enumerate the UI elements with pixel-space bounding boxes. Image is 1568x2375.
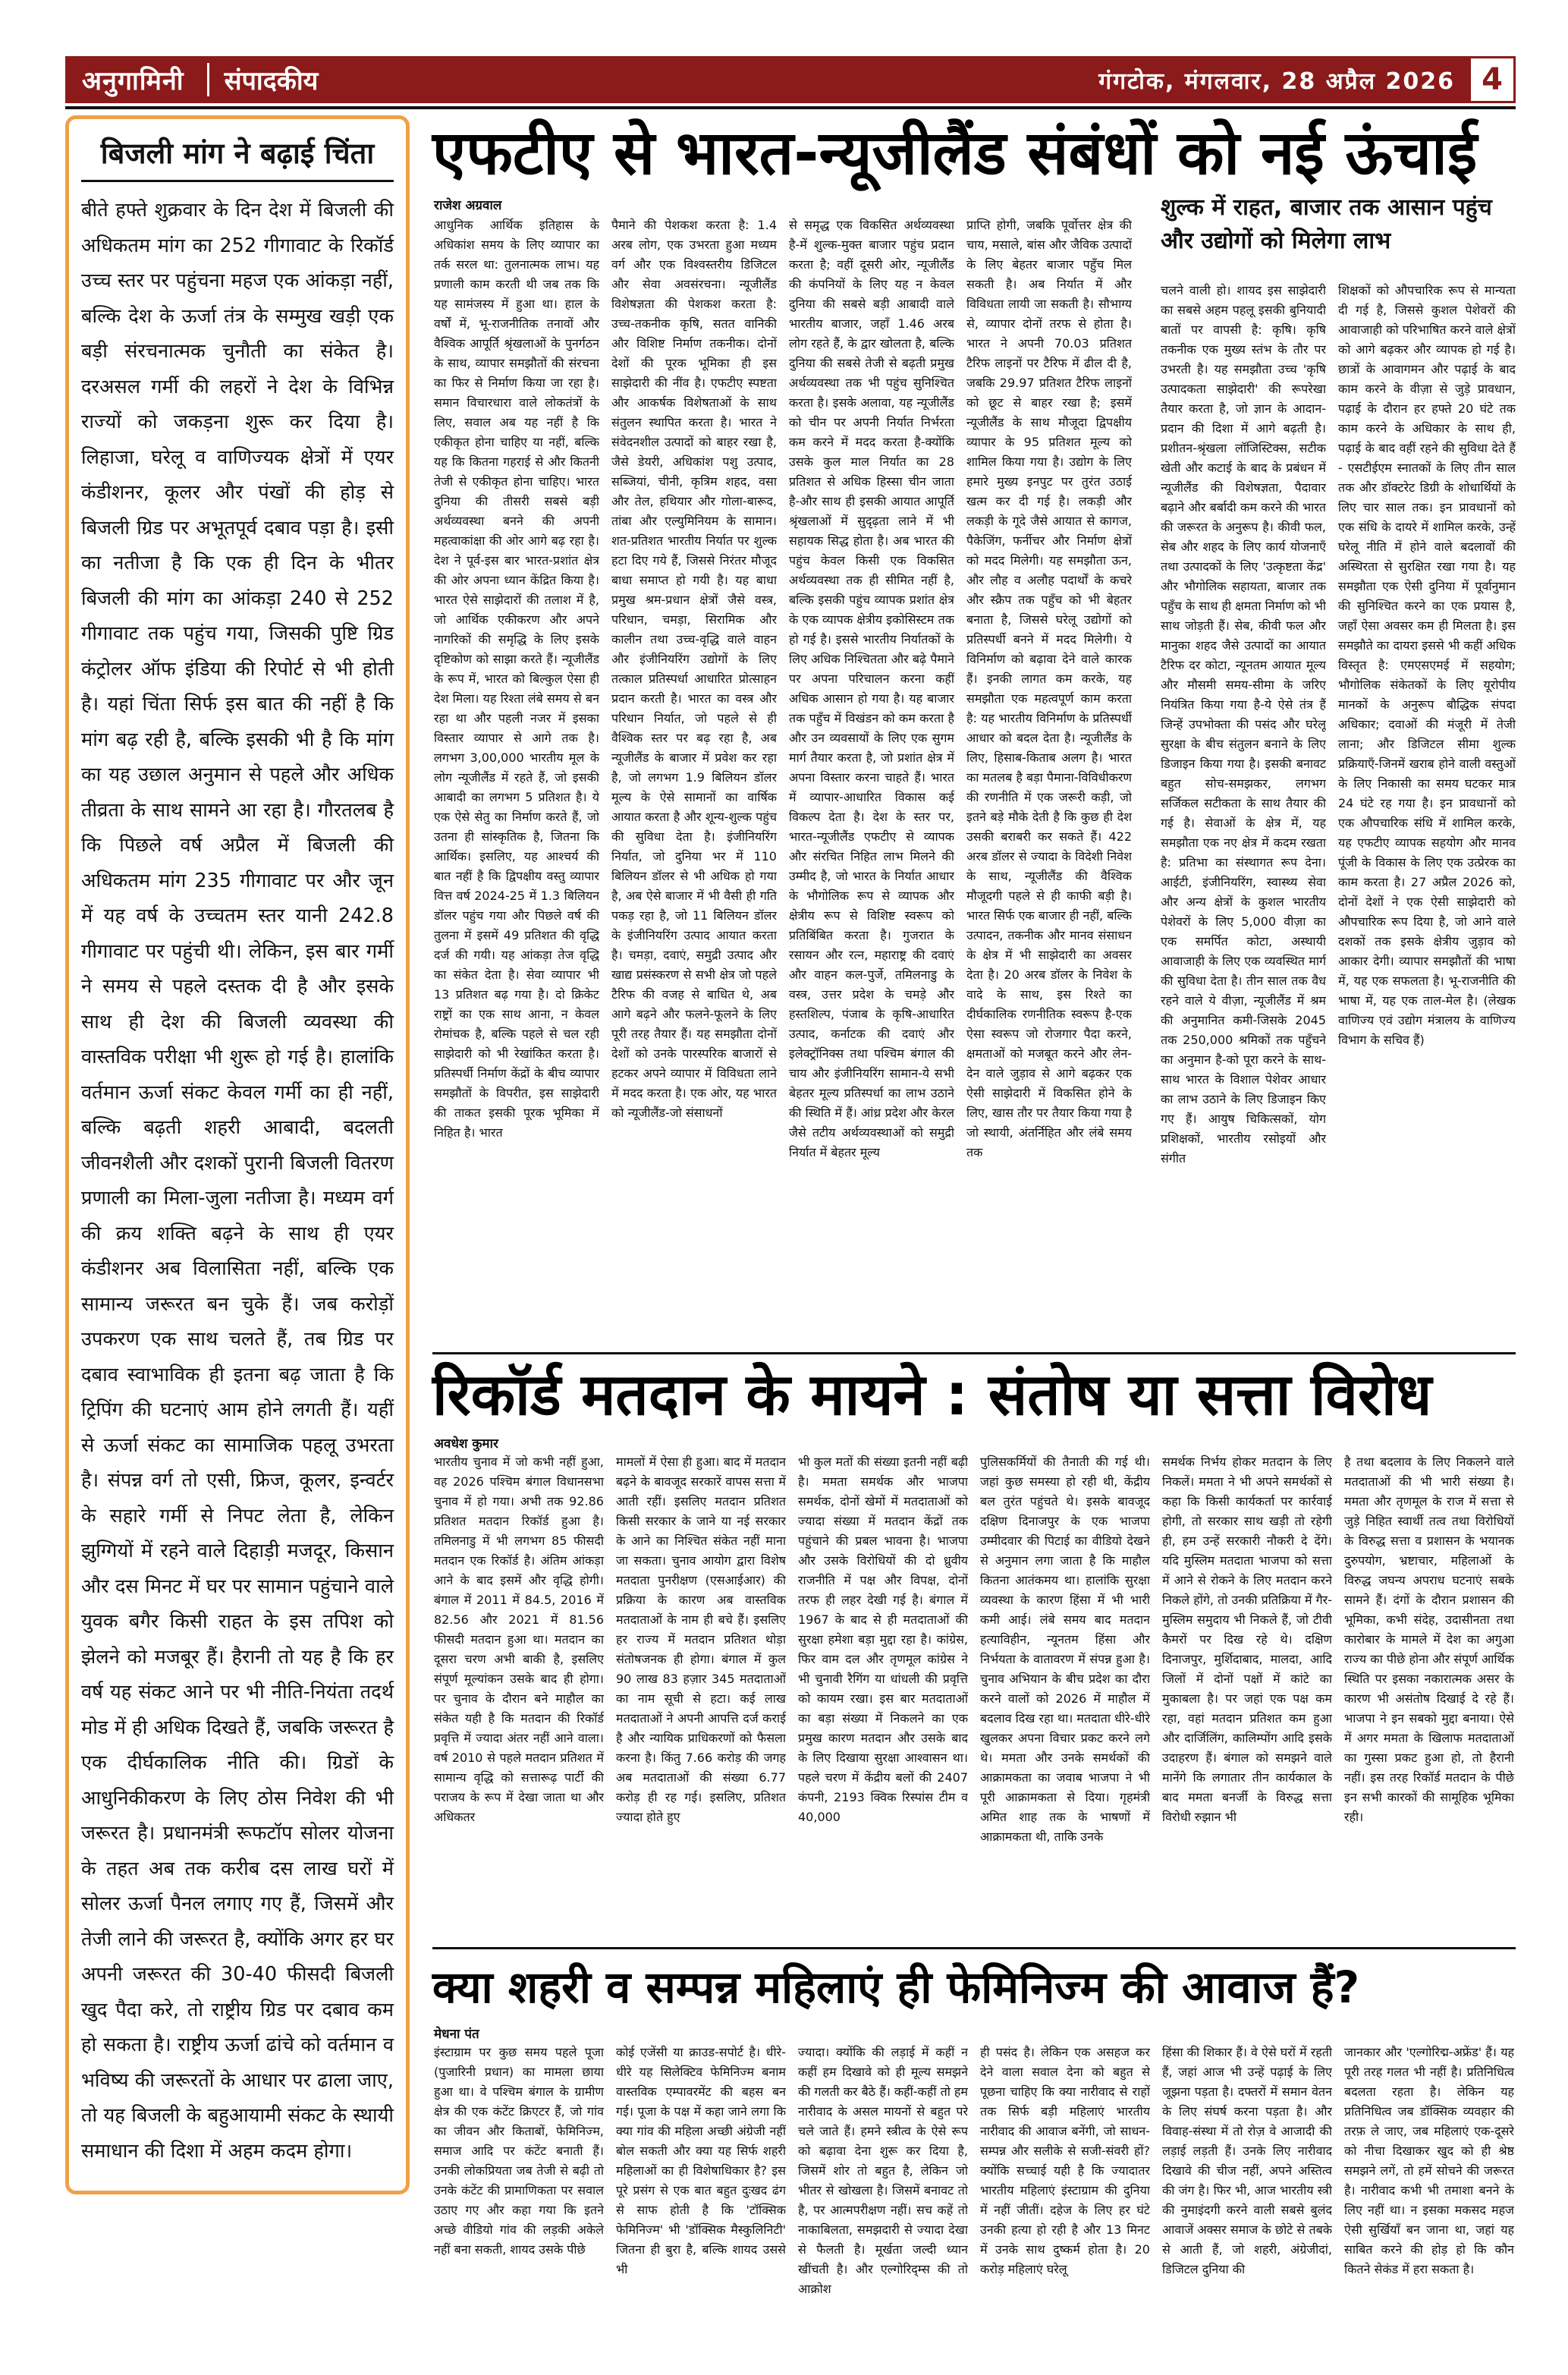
- article-fta-col: शिक्षकों को औपचारिक रूप से मान्यता दी गई है, जिससे कुशल पेशेवरों की आवाजाही को परिभाषित करने वाले क्षेत्रों को आगे बढ़कर और व्यापक हो गई है। छात्रों के आवागमन और पढ़ाई के बाद काम करने के वीज़ा से जुड़े प्रावधान, पढ़ाई के दौरान हर हफ्ते 20 घंटे तक काम करने के अधिकार के साथ ही, पढ़ाई के बाद वहीं रहने की सुविधा देते हैं - एसटीईएम स्नातकों के लिए तीन साल तक और डॉक्टरेट डिग्री के शोधार्थियों के लिए चार साल तक। इन प्रावधानों को एक संधि के दायरे में शामिल करके, उन्हें घरेलू नीति में होने वाले बदलावों की अस्थिरता से सुरक्षित रखा गया है। यह समझौता एक ऐसी दुनिया में पूर्वानुमान की सुनिश्चित करने का एक प्रयास है, जहाँ ऐसा अवसर कम ही मिलता है। इस समझौते का दायरा इससे भी कहीं अधिक विस्तृत है: एमएसएमई में सहयोग; भौगोलिक संकेतकों के लिए यूरोपीय मानकों के अनुरूप बौद्धिक संपदा अधिकार; दवाओं की मंजूरी में तेजी लाना; और डिजिटल सीमा शुल्क प्रक्रियाएँ-जिनमें खराब होने वाली वस्तुओं के लिए निकासी का समय घटकर मात्र 24 घंटे रह गया है। इन प्रावधानों को एक औपचारिक संधि में शामिल करके, यह एफटीए व्यापक सहयोग और मानव पूंजी के विकास के लिए एक उत्प्रेरक का काम करता है। 27 अप्रैल 2026 को, दोनों देशों ने एक ऐसी साझेदारी को औपचारिक रूप दिया है, जो आने वाले दशकों तक इसके क्षेत्रीय जुड़ाव को आकार देगी। व्यापार समझौतों की भाषा में, यह एक सफलता है। भू-राजनीति की भाषा में, यह एक ताल-मेल है। (लेखक वाणिज्य एवं उद्योग मंत्रालय के वाणिज्य विभाग के सचिव हैं): [1338, 283, 1516, 1047]
- article-fta-columns: [434, 215, 1132, 1342]
- page-number: 4: [1469, 56, 1516, 103]
- masthead-rule: [65, 106, 1516, 109]
- article-voting-col: मामलों में ऐसा ही हुआ। बाद में मतदान बढ़ने के बावजूद सरकारें वापस सत्ता में आती रहीं। इसलिए मतदान प्रतिशत किसी सरकार के जाने या नई सरकार के आने का निश्चित संकेत नहीं माना जा सकता। चुनाव आयोग द्वारा विशेष मतदाता पुनरीक्षण (एसआईआर) की प्रक्रिया के कारण अब वास्तविक मतदाताओं के नाम ही बचे हैं। इसलिए हर राज्य में मतदान प्रतिशत थोड़ा संतोषजनक ही होगा। बंगाल में कुल 90 लाख 83 हज़ार 345 मतदाताओं का नाम सूची से हटा। कई लाख मतदाताओं ने अपनी आपत्ति दर्ज कराई है और न्यायिक प्राधिकरणों को फैसला करना है। किंतु 7.66 करोड़ की जगह अब मतदाताओं की संख्या 6.77 करोड़ ही रह गई। इसलिए, प्रतिशत ज्यादा होते हुए: [616, 1455, 786, 1824]
- section-divider: [432, 1352, 1516, 1354]
- editorial-title: बिजली मांग ने बढ़ाई चिंता: [81, 133, 394, 182]
- article-fta-col: चलने वाली हो। शायद इस साझेदारी का सबसे अहम पहलू इसकी बुनियादी बातों पर वापसी है: कृषि। कृषि तकनीक एक मुख्य स्तंभ के तौर पर उभरती है। यह समझौता उच्च 'कृषि उत्पादकता साझेदारी' की रूपरेखा तैयार करता है, जो ज्ञान के आदान-प्रदान की दिशा में आगे बढ़ती है। प्रशीतन-श्रृंखला लॉजिस्टिक्स, सटीक खेती और कटाई के बाद के प्रबंधन में न्यूजीलैंड की विशेषज्ञता, पैदावार बढ़ाने और बर्बादी कम करने की भारत की जरूरत के अनुरूप है। कीवी फल, सेब और शहद के लिए कार्य योजनाएँ तथा उत्पादकों के लिए 'उत्कृष्टता केंद्र' और भौगोलिक सहायता, बाजार तक पहुँच के साथ ही क्षमता निर्माण को भी साथ जोड़ती हैं। सेब, कीवी फल और मानुका शहद जैसे उत्पादों का आयात टैरिफ दर कोटा, न्यूनतम आयात मूल्य और मौसमी समय-सीमा के जरिए नियंत्रित किया गया है-ये ऐसे तंत्र हैं जिन्हें उपभोक्ता की पसंद और घरेलू सुरक्षा के बीच संतुलन बनाने के लिए डिजाइन किया गया है। इसकी बनावट बहुत सोच-समझकर, लगभग सर्जिकल सटीकता के साथ तैयार की गई है। सेवाओं के क्षेत्र में, यह समझौता एक नए क्षेत्र में कदम रखता है: प्रतिभा का संस्थागत रूप देना। आईटी, इंजीनियरिंग, स्वास्थ्य सेवा और अन्य क्षेत्रों के कुशल भारतीय पेशेवरों के लिए 5,000 वीज़ा का एक समर्पित कोटा, अस्थायी आवाजाही के लिए एक व्यवस्थित मार्ग की सुविधा देता है। तीन साल तक वैध रहने वाले ये वीज़ा, न्यूजीलैंड में श्रम की अनुमानित कमी-जिसके 2045 तक 250,000 श्रमिकों तक पहुँचने का अनुमान है-को पूरा करने के साथ-साथ भारत के विशाल पेशेवर आधार का लाभ उठाने के लिए डिजाइन किए गए हैं। आयुष चिकित्सकों, योग प्रशिक्षकों, भारतीय रसोइयों और संगीत: [1161, 283, 1326, 1165]
- article-fta-col: प्राप्ति होगी, जबकि पूर्वोत्तर क्षेत्र की चाय, मसाले, बांस और जैविक उत्पादों के लिए बेहतर बाजार पहुँच मिल सकती है। अब निर्यात में और विविधता लायी जा सकती है। सौभाग्य से, व्यापार दोनों तरफ से होता है। भारत ने अपनी 70.03 प्रतिशत टैरिफ लाइनों पर टैरिफ में ढील दी है, जबकि 29.97 प्रतिशत टैरिफ लाइनों को छूट से बाहर रखा है; इसमें न्यूजीलैंड के साथ मौजूदा द्विपक्षीय व्यापार के 95 प्रतिशत मूल्य को शामिल किया गया है। उद्योग के लिए हमारे मुख्य इनपुट पर तुरंत उठाई खत्म कर दी गई है। लकड़ी और लकड़ी के गूदे जैसे आयात से कागज, पैकेजिंग, फर्नीचर और निर्माण क्षेत्रों को मदद मिलेगी। यह समझौता ऊन, और लौह व अलौह पदार्थों के कचरे और स्क्रैप तक पहुँच को भी बेहतर बनाता है, जिससे घरेलू उद्योगों को प्रतिस्पर्धी बनने में मदद मिलेगी। ये विनिर्माण को बढ़ावा देने वाले कारक हैं। इनकी लागत कम करके, यह समझौता एक महत्वपूर्ण काम करता है: यह भारतीय विनिर्माण के प्रतिस्पर्धी आधार को बदल देता है। न्यूजीलैंड के लिए, हिसाब-किताब अलग है। भारत का मतलब है बड़ा पैमाना-विविधीकरण की रणनीति में एक जरूरी कड़ी, जो इतने बड़े मौके देती है कि कुछ ही देश उसकी बराबरी कर सकते हैं। 422 अरब डॉलर से ज्यादा के विदेशी निवेश के साथ, न्यूजीलैंड की वैश्विक मौजूदगी पहले से ही काफी बड़ी है। भारत सिर्फ एक बाजार ही नहीं, बल्कि उत्पादन, तकनीक और मानव संसाधन के क्षेत्र में भी साझेदारी का अवसर देता है। 20 अरब डॉलर के निवेश के वादे के साथ, इस रिश्ते का दीर्घकालिक रणनीतिक स्वरूप है-एक ऐसा स्वरूप जो रोजगार पैदा करने, क्षमताओं को मजबूत करने और लेन-देन वाले जुड़ाव से आगे बढ़कर एक ऐसी साझेदारी में विकसित होने के लिए, खास तौर पर तैयार किया गया है जो स्थायी, अंतर्निहित और लंबे समय तक: [966, 218, 1132, 1159]
- article-voting-col: है तथा बदलाव के लिए निकलने वाले मतदाताओं की भी भारी संख्या है। ममता और तृणमूल के राज में सत्ता से जुड़े निहित स्वार्थी तत्व तथा विरोधियों के विरुद्ध सत्ता व प्रशासन के भयानक दुरुपयोग, भ्रष्टाचार, महिलाओं के विरुद्ध जघन्य अपराध घटनाएं सबके सामने हैं। दंगों के दौरान प्रशासन की भूमिका, कभी संदेह, उदासीनता तथा कारोबार के मामले में देश का अगुआ राज्य का पीछे होना और संपूर्ण आर्थिक स्थिति पर इसका नकारात्मक असर के कारण भी असंतोष दिखाई दे रहे हैं। भाजपा ने इन सबको मुद्दा बनाया। ऐसे में अगर ममता के खिलाफ मतदाताओं का गुस्सा प्रकट हुआ हो, तो हैरानी नहीं। इस तरह रिकॉर्ड मतदान के पीछे इन सभी कारकों की सामूहिक भूमिका रही।: [1344, 1455, 1514, 1824]
- article-voting-col: समर्थक निर्भय होकर मतदान के लिए निकलें। ममता ने भी अपने समर्थकों से कहा कि किसी कार्यकर्ता पर कार्रवाई होगी, तो सरकार साथ खड़ी तो रहेगी ही, हम उन्हें सरकारी नौकरी दे देंगे। यदि मुस्लिम मतदाता भाजपा को सत्ता में आने से रोकने के लिए मतदान करने निकले होंगे, तो उनकी प्रतिक्रिया में गैर-मुस्लिम समुदाय भी निकले हैं, जो टीवी कैमरों पर दिख रहे थे। दक्षिण दिनाजपुर, मुर्शिदाबाद, मालदा, आदि जिलों में दोनों पक्षों में कांटे का मुकाबला है। पर जहां एक पक्ष कम रहा, वहां मतदान प्रतिशत कम हुआ और दार्जिलिंग, कालिम्पोंग आदि इसके उदाहरण हैं। बंगाल को समझने वाले मानेंगे कि लगातार तीन कार्यकाल के बाद ममता बनर्जी के विरुद्ध सत्ता विरोधी रुझान भी: [1162, 1455, 1332, 1824]
- article-feminism-col: ही पसंद है। लेकिन एक असहज कर देने वाला सवाल देना को बहुत से पूछना चाहिए कि क्या नारीवाद से राहों तक सिर्फ बड़ी महिलाएं भारतीय नारीवाद की आवाज बनेंगी, जो साधन-सम्पन्न और सलीके से सजी-संवरी हों? क्योंकि सच्चाई यही है कि ज्यादातर भारतीय महिलाएं इंस्टाग्राम की दुनिया में नहीं जीतीं। दहेज के लिए हर घंटे उनकी हत्या हो रही है और 13 मिनट में उनके साथ दुष्कर्म होता है। 20 करोड़ महिलाएं घरेलू: [980, 2045, 1150, 2276]
- article-fta-col: आधुनिक आर्थिक इतिहास के अधिकांश समय के लिए व्यापार का तर्क सरल था: तुलनात्मक लाभ। यह प्रणाली काम करती थी जब तक कि यह सामंजस्य में हुआ था। हाल के वर्षों में, भू-राजनीतिक तनावों और वैश्विक आपूर्ति श्रृंखलाओं के पुनर्गठन के साथ, व्यापार समझौतों की संरचना का फिर से निर्माण किया जा रहा है। समान विचारधारा वाले लोकतंत्रों के लिए, सवाल अब यह नहीं है कि एकीकृत होना चाहिए या नहीं, बल्कि यह कि कितना गहराई से और कितनी तेजी से एकीकृत होना चाहिए। भारत दुनिया की तीसरी सबसे बड़ी अर्थव्यवस्था बनने की अपनी महत्वाकांक्षा की ओर आगे बढ़ रहा है। देश ने पूर्व-इस बार भारत-प्रशांत क्षेत्र की ओर अपना ध्यान केंद्रित किया है। भारत ऐसे साझेदारों की तलाश में है, जो आर्थिक एकीकरण और अपने नागरिकों की समृद्धि के लिए इसके दृष्टिकोण को साझा करते हैं। न्यूजीलैंड के रूप में, भारत को बिल्कुल ऐसा ही देश मिला। यह रिश्ता लंबे समय से बन रहा था और पहली नजर में इसका विस्तार व्यापार से आगे तक है। लगभग 3,00,000 भारतीय मूल के लोग न्यूजीलैंड में रहते हैं, जो इसकी आबादी का लगभग 5 प्रतिशत है। ये एक ऐसे सेतु का निर्माण करते हैं, जो उतना ही सांस्कृतिक है, जितना कि आर्थिक। इसलिए, यह आश्चर्य की बात नहीं है कि द्विपक्षीय वस्तु व्यापार वित्त वर्ष 2024-25 में 1.3 बिलियन डॉलर पहुंच गया और पिछले वर्ष की तुलना में इसमें 49 प्रतिशत की वृद्धि दर्ज की गयी। यह आंकड़ा तेज वृद्धि का संकेत देता है। सेवा व्यापार भी 13 प्रतिशत बढ़ गया है। दो क्रिकेट राष्ट्रों का एक साथ आना, न केवल रोमांचक है, बल्कि पहले से चल रही साझेदारी को भी रेखांकित करता है। प्रतिस्पर्धी निर्माण केंद्रों के बीच व्यापार समझौतों के विपरीत, इस साझेदारी की ताकत इसकी पूरक भूमिका में निहित है। भारत: [434, 218, 599, 1140]
- article-feminism-headline: क्या शहरी व सम्पन्न महिलाएं ही फेमिनिज्म की आवाज हैं?: [432, 1961, 1360, 2013]
- article-feminism: [432, 1953, 1516, 2021]
- article-voting-col: पुलिसकर्मियों की तैनाती की गई थी। जहां कुछ समस्या हो रही थी, केंद्रीय बल तुरंत पहुंचते थे। इसके बावजूद दक्षिण दिनाजपुर के एक भाजपा उम्मीदवार की पिटाई का वीडियो देखने से अनुमान लगा जाता है कि माहौल कितना आतंकमय था। हालांकि सुरक्षा व्यवस्था के कारण हिंसा में भी भारी कमी आई। लंबे समय बाद मतदान हत्याविहीन, न्यूनतम हिंसा और निर्भयता के वातावरण में संपन्न हुआ है। चुनाव अभियान के बीच प्रदेश का दौरा करने वालों को 2026 में माहौल में बदलाव दिख रहा था। मतदाता धीरे-धीरे खुलकर अपना विचार प्रकट करने लगे थे। ममता और उनके समर्थकों की आक्रामकता का जवाब भाजपा ने भी पूरी आक्रामकता से दिया। गृहमंत्री अमित शाह तक के भाषणों में आक्रामकता थी, ताकि उनके: [980, 1455, 1150, 1844]
- article-fta-subhead: शुल्क में राहत, बाजार तक आसान पहुंच और उद्योगों को मिलेगा लाभ: [1161, 194, 1492, 254]
- editorial-body: बीते हफ्ते शुक्रवार के दिन देश में बिजली की अधिकतम मांग का 252 गीगावाट के रिकॉर्ड उच्च स्तर पर पहुंचना महज एक आंकड़ा नहीं, बल्कि देश के ऊर्जा तंत्र के सम्मुख खड़ी एक बड़ी संरचनात्मक चुनौती का संकेत है। दरअसल गर्मी की लहरों ने देश के विभिन्न राज्यों को जकड़ना शुरू कर दिया है। लिहाजा, घरेलू व वाणिज्यक क्षेत्रों में एयर कंडीशनर, कूलर और पंखों की होड़ से बिजली ग्रिड पर अभूतपूर्व दबाव पड़ा है। इसी का नतीजा है कि एक ही दिन के भीतर बिजली की मांग का आंकड़ा 240 से 252 गीगावाट तक पहुंच गया, जिसकी पुष्टि ग्रिड कंट्रोलर ऑफ इंडिया की रिपोर्ट से भी होती है। यहां चिंता सिर्फ इस बात की नहीं है कि मांग बढ़ रही है, बल्कि इसकी भी है कि मांग का यह उछाल अनुमान से पहले और अधिक तीव्रता के साथ सामने आ रहा है। गौरतलब है कि पिछले वर्ष अप्रैल में बिजली की अधिकतम मांग 235 गीगावाट पर और जून में यह वर्ष के उच्चतम स्तर यानी 242.8 गीगावाट पर पहुंची थी। लेकिन, इस बार गर्मी ने समय से पहले दस्तक दी है और इसके साथ ही देश की बिजली व्यवस्था की वास्तविक परीक्षा भी शुरू हो गई है। हालांकि वर्तमान ऊर्जा संकट केवल गर्मी का ही नहीं, बल्कि बढ़ती शहरी आबादी, बदलती जीवनशैली और दशकों पुरानी बिजली वितरण प्रणाली का मिला-जुला नतीजा है। मध्यम वर्ग की क्रय शक्ति बढ़ने के साथ ही एयर कंडीशनर अब विलासिता नहीं, बल्कि एक सामान्य जरूरत बन चुके हैं। जब करोड़ों उपकरण एक साथ चलते हैं, तब ग्रिड पर दबाव स्वाभाविक ही इतना बढ़ जाता है कि ट्रिपिंग की घटनाएं आम होने लगती हैं। यहीं से ऊर्जा संकट का सामाजिक पहलू उभरता है। संपन्न वर्ग तो एसी, फ्रिज, कूलर, इन्वर्टर के सहारे गर्मी से निपट लेता है, लेकिन झुग्गियों में रहने वाले दिहाड़ी मजदूर, किसान और दस मिनट में घर पर सामान पहुंचाने वाले युवक बगैर किसी राहत के इस तपिश को झेलने को मजबूर हैं। हैरानी तो यह है कि हर वर्ष यह संकट आने पर भी नीति-नियंता तदर्थ मोड में ही अधिक दिखते हैं, जबकि जरूरत है एक दीर्घकालिक नीति की। ग्रिडों के आधुनिकीकरण के लिए ठोस निवेश की भी जरूरत है। प्रधानमंत्री रूफटॉप सोलर योजना के तहत अब तक करीब दस लाख घरों में सोलर ऊर्जा पैनल लगाए गए हैं, जिसमें और तेजी लाने की जरूरत है, क्योंकि अगर हर घर अपनी जरूरत की 30-40 फीसदी बिजली खुद पैदा करे, तो राष्ट्रीय ग्रिड पर दबाव कम हो सकता है। राष्ट्रीय ऊर्जा ढांचे को वर्तमान व भविष्य की जरूरतों के आधार पर ढाला जाए, तो यह बिजली के बहुआयामी संकट के स्थायी समाधान की दिशा में अहम कदम होगा।: [81, 199, 394, 2163]
- article-voting-byline: अवधेश कुमार: [434, 1436, 498, 1452]
- article-voting-col: भी कुल मतों की संख्या इतनी नहीं बढ़ी है। ममता समर्थक और भाजपा समर्थक, दोनों खेमों में मतदाताओं को ज्यादा संख्या में मतदान केंद्रों तक पहुंचाने की प्रबल भावना है। भाजपा और उसके विरोधियों की दो ध्रुवीय राजनीति में पक्ष और विपक्ष, दोनों तरफ ही लहर देखी गई है। बंगाल में 1967 के बाद से ही मतदाताओं की सुरक्षा हमेशा बड़ा मुद्दा रहा है। कांग्रेस, फिर वाम दल और तृणमूल कांग्रेस ने भी चुनावी रैगिंग या धांधली की प्रवृत्ति को कायम रखा। इस बार मतदाताओं का बड़ा संख्या में निकलने का एक प्रमुख कारण मतदान और उसके बाद के लिए दिखाया सुरक्षा आश्वासन था। पहले चरण में केंद्रीय बलों की 2407 कंपनी, 2193 क्विक रिस्पांस टीम व 40,000: [798, 1455, 968, 1824]
- masthead-name: अनुगामिनी: [82, 66, 184, 96]
- editorial-sidebar: [65, 115, 410, 2194]
- masthead-divider: [207, 63, 209, 96]
- masthead-bar: [65, 56, 1516, 103]
- article-fta-col: पैमाने की पेशकश करता है: 1.4 अरब लोग, एक उभरता हुआ मध्यम वर्ग और एक विश्वस्तरीय डिजिटल और सेवा अवसंरचना। न्यूजीलैंड विशेषज्ञता की पेशकश करता है: उच्च-तकनीक कृषि, सतत वानिकी और विशिष्ट निर्माण तकनीक। दोनों देशों की पूरक भूमिका ही इस साझेदारी की नींव है। एफटीए स्पष्टता और आकर्षक विशेषताओं के साथ संतुलन स्थापित करता है। भारत ने संवेदनशील उत्पादों को बाहर रखा है, जैसे डेयरी, अधिकांश पशु उत्पाद, सब्जियां, चीनी, कृत्रिम शहद, वसा और तेल, हथियार और गोला-बारूद, तांबा और एल्युमिनियम के सामान। शत-प्रतिशत भारतीय निर्यात पर शुल्क हटा दिए गये हैं, जिससे निरंतर मौजूद बाधा समाप्त हो गयी है। यह बाधा प्रमुख श्रम-प्रधान क्षेत्रों जैसे वस्त्र, परिधान, चमड़ा, सिरामिक और कालीन तथा उच्च-वृद्धि वाले वाहन और इंजीनियरिंग उद्योगों के लिए तत्काल प्रतिस्पर्धा आधारित प्रोत्साहन प्रदान करती है। भारत का वस्त्र और परिधान निर्यात, जो पहले से ही वैश्विक स्तर पर बढ़ रहा है, अब न्यूजीलैंड के बाजार में प्रवेश कर रहा है, जो लगभग 1.9 बिलियन डॉलर मूल्य के ऐसे सामानों का वार्षिक आयात करता है और शून्य-शुल्क पहुंच की सुविधा देता है। इंजीनियरिंग निर्यात, जो दुनिया भर में 110 बिलियन डॉलर से भी अधिक हो गया है, अब ऐसे बाजार में भी वैसी ही गति पकड़ रहा है, जो 11 बिलियन डॉलर के इंजीनियरिंग उत्पाद आयात करता है। चमड़ा, दवाएं, समुद्री उत्पाद और खाद्य प्रसंस्करण से सभी क्षेत्र जो पहले टैरिफ की वजह से बाधित थे, अब आगे बढ़ने और फलने-फूलने के लिए पूरी तरह तैयार हैं। यह समझौता दोनों देशों को उनके पारस्परिक बाजारों से हटकर अपने व्यापार में विविधता लाने में मदद करता है। एक ओर, यह भारत को न्यूजीलैंड-जो संसाधनों: [611, 218, 777, 1120]
- article-feminism-col: इंस्टाग्राम पर कुछ समय पहले पूजा (पुजारिनी प्रधान) का मामला छाया हुआ था। वे पश्चिम बंगाल के ग्रामीण क्षेत्र की एक कंटेंट क्रिएटर हैं, जो गांव का जीवन और किताबों, फेमिनिज्म, समाज आदि पर कंटेंट बनाती हैं। उनकी लोकप्रियता जब तेजी से बढ़ी तो उनके कंटेंट की प्रामाणिकता पर सवाल उठाए गए और कहा गया कि इतने अच्छे वीडियो गांव की लड़की अकेले नहीं बना सकती, शायद उसके पीछे: [434, 2045, 604, 2257]
- section-name: संपादकीय: [224, 66, 319, 96]
- article-feminism-columns: [434, 2043, 1514, 2361]
- article-voting-columns: [434, 1452, 1514, 1938]
- article-fta-col: से समृद्ध एक विकसित अर्थव्यवस्था है-में शुल्क-मुक्त बाजार पहुंच प्रदान करता है; वहीं दूसरी ओर, न्यूजीलैंड की कंपनियों के लिए यह न केवल दुनिया की सबसे बड़ी आबादी वाले भारतीय बाजार, जहाँ 1.46 अरब लोग रहते हैं, के द्वार खोलता है, बल्कि दुनिया की सबसे तेजी से बढ़ती प्रमुख अर्थव्यवस्था तक भी पहुंच सुनिश्चित करता है। इसके अलावा, यह न्यूजीलैंड को चीन पर अपनी निर्यात निर्भरता कम करने में मदद करता है-क्योंकि उसके कुल माल निर्यात का 28 प्रतिशत से अधिक हिस्सा चीन जाता है-और साथ ही इसकी आयात आपूर्ति श्रृंखलाओं में सुदृढ़ता लाने में भी सहायक सिद्ध होता है। अब भारत की पहुंच केवल किसी एक विकसित अर्थव्यवस्था तक ही सीमित नहीं है, बल्कि इसकी पहुंच व्यापक प्रशांत क्षेत्र के एक व्यापक क्षेत्रीय इकोसिस्टम तक हो गई है। इससे भारतीय निर्यातकों के लिए अधिक निश्चितता और बढ़े पैमाने पर अपना परिचालन करना कहीं अधिक आसान हो गया है। यह बाजार तक पहुँच में विखंडन को कम करता है और उन व्यवसायों के लिए एक सुगम मार्ग तैयार करता है, जो प्रशांत क्षेत्र में अपना विस्तार करना चाहते हैं। भारत में व्यापार-आधारित विकास कई विकल्प देता है। देश के स्तर पर, भारत-न्यूजीलैंड एफटीए से व्यापक और संरचित निहित लाभ मिलने की उम्मीद है, जो भारत के निर्यात आधार के भौगोलिक रूप से व्यापक और क्षेत्रीय रूप से विशिष्ट स्वरूप को प्रतिबिंबित करता है। गुजरात के रसायन और रत्न, महाराष्ट्र की दवाएं और वाहन कल-पुर्जे, तमिलनाडु के वस्त्र, उत्तर प्रदेश के चमड़े और हस्तशिल्प, पंजाब के कृषि-आधारित उत्पाद, कर्नाटक की दवाएं और इलेक्ट्रॉनिक्स तथा पश्चिम बंगाल की चाय और इंजीनियरिंग सामान-ये सभी बेहतर मूल्य प्रतिस्पर्धा का लाभ उठाने की स्थिति में हैं। आंध्र प्रदेश और केरल जैसे तटीय अर्थव्यवस्थाओं को समुद्री निर्यात में बेहतर मूल्य: [789, 218, 954, 1159]
- article-voting-headline: रिकॉर्ड मतदान के मायने : संतोष या सत्ता विरोध: [432, 1361, 1432, 1428]
- section-divider: [432, 1947, 1516, 1949]
- article-voting-col: भारतीय चुनाव में जो कभी नहीं हुआ, वह 2026 पश्चिम बंगाल विधानसभा चुनाव में हो गया। अभी तक 92.86 प्रतिशत मतदान रिकॉर्ड हुआ है। तमिलनाडु में भी लगभग 85 फीसदी मतदान एक रिकॉर्ड है। अंतिम आंकड़ा आने के बाद इसमें और वृद्धि होगी। बंगाल में 2011 में 84.5, 2016 में 82.56 और 2021 में 81.56 फीसदी मतदान हुआ था। मतदान का दूसरा चरण अभी बाकी है, इसलिए संपूर्ण मूल्यांकन उसके बाद ही होगा। पर चुनाव के दौरान बने माहौल का संकेत यही है कि मतदान की रिकॉर्ड प्रवृत्ति में ज्यादा अंतर नहीं आने वाला। वर्ष 2010 से पहले मतदान प्रतिशत में सामान्य वृद्धि को सत्तारूढ़ पार्टी की पराजय के रूप में देखा जाता था और अधिकतर: [434, 1455, 604, 1824]
- dateline: गंगटोक, मंगलवार, 28 अप्रैल 2026: [1098, 68, 1455, 95]
- article-fta-columns-right: [1161, 281, 1516, 1342]
- article-fta-headline: एफटीए से भारत-न्यूजीलैंड संबंधों को नई ऊंचाई: [432, 118, 1478, 188]
- article-fta-byline: राजेश अग्रवाल: [434, 198, 502, 213]
- article-feminism-col: हिंसा की शिकार हैं। वे ऐसे घरों में रहती हैं, जहां आज भी उन्हें पढ़ाई के लिए जूझना पड़ता है। दफ्तरों में समान वेतन के लिए संघर्ष करना पड़ता है। और विवाह-संस्था में तो रोज़ वे आजादी की लड़ाई लड़ती हैं। उनके लिए नारीवाद दिखावे की चीज नहीं, अपने अस्तित्व की जंग है। फिर भी, आज भारतीय स्त्री की नुमाइंदगी करने वाली सबसे बुलंद आवाजें अक्सर समाज के छोटे से तबके से आती हैं, जो शहरी, अंग्रेजीदां, डिजिटल दुनिया की: [1162, 2045, 1332, 2276]
- article-voting: [432, 1358, 1516, 1431]
- article-feminism-byline: मेधना पंत: [434, 2027, 479, 2042]
- article-feminism-col: कोई एजेंसी या क्राउड-सपोर्ट है। धीरे-धीरे यह सिलेक्टिव फेमिनिज्म बनाम वास्तविक एम्पावरमेंट की बहस बन गई। पूजा के पक्ष में कहा जाने लगा कि क्या गांव की महिला अच्छी अंग्रेजी नहीं बोल सकती और क्या यह सिर्फ शहरी महिलाओं का ही विशेषाधिकार है? इस पूरे प्रसंग से एक बात बहुत दुःखद ढंग से साफ होती है कि 'टॉक्सिक फेमिनिज्म' भी 'डॉक्सिक मैस्कुलिनिटी' जितना ही बुरा है, बल्कि शायद उससे भी: [616, 2045, 786, 2276]
- article-feminism-col: जानकार और 'एल्गोरिद्म-अफ्रेंड' हैं। यह पूरी तरह गलत भी नहीं है। प्रतिनिधित्व बदलता रहता है। लेकिन यह प्रतिनिधित्व जब डॉक्सिक व्यवहार की तरफ़ ले जाए, जब महिलाएं एक-दूसरे को नीचा दिखाकर खुद को ही श्रेष्ठ समझने लगें, तो हमें सोचने की जरूरत है। नारीवाद कभी भी तमाशा बनने के लिए नहीं था। न इसका मकसद महज ऐसी सुर्खियाँ बन जाना था, जहां यह साबित करने की होड़ हो कि कौन कितने सेकंड में हरा सकता है।: [1344, 2045, 1514, 2276]
- article-feminism-col: ज्यादा। क्योंकि की लड़ाई में कहीं न कहीं हम दिखावे को ही मूल्य समझने की गलती कर बैठे हैं। कहीं-कहीं तो हम नारीवाद के असल मायनों से बहुत परे चले जाते हैं। हमने स्त्रीत्व के ऐसे रूप को बढ़ावा देना शुरू कर दिया है, जिसमें शोर तो बहुत है, लेकिन जो भीतर से खोखला है। जिसमें बनावट तो है, पर आत्मपरीक्षण नहीं। सच कहें तो नाकाबिलता, समझदारी से ज्यादा देखा से फैलती है। मूर्खता जल्दी ध्यान खींचती है। और एल्गोरिद्म्स की तो आक्रोश: [798, 2045, 968, 2296]
